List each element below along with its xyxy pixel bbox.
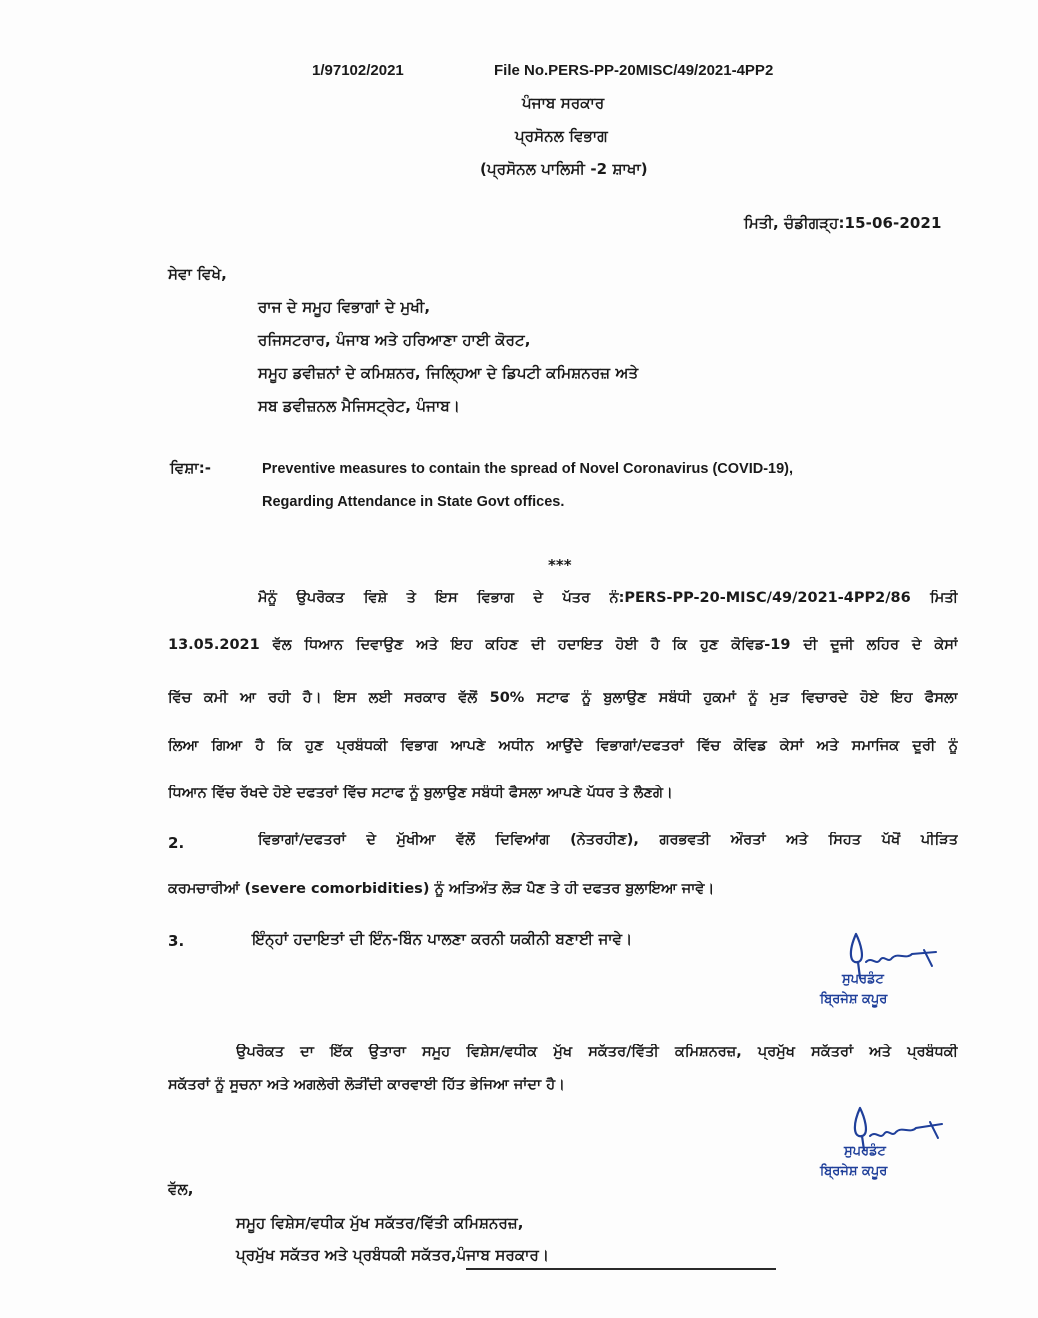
subject-line-1: Preventive measures to contain the spread of Novel Coronavirus (COVID-19), xyxy=(262,461,794,477)
para1-line-3: ਵਿੱਚ ਕਮੀ ਆ ਰਹੀ ਹੈ। ਇਸ ਲਈ ਸਰਕਾਰ ਵੱਲੋਂ 50% ਸਟਾਫ ਨੂੰ ਬੁਲਾਉਣ ਸਬੰਧੀ ਹੁਕਮਾਂ ਨੂੰ ਮੁੜ ਵਿਚਾਰਦੇ ਹੋਏ ਇਹ ਫੈਸਲਾ xyxy=(168,690,958,706)
para2-line-1: ਵਿਭਾਗਾਂ/ਦਫਤਰਾਂ ਦੇ ਮੁੱਖੀਆ ਵੱਲੋਂ ਦਿਵਿਆਂਗ (ਨੇਤਰਹੀਣ), ਗਰਭਵਤੀ ਔਰਤਾਂ ਅਤੇ ਸਿਹਤ ਪੱਖੋਂ ਪੀੜਿਤ xyxy=(258,832,958,848)
department-name: ਪ੍ਰਸੋਨਲ ਵਿਭਾਗ xyxy=(515,127,608,145)
para1-line-2: 13.05.2021 ਵੱਲ ਧਿਆਨ ਦਿਵਾਉਣ ਅਤੇ ਇਹ ਕਹਿਣ ਦੀ ਹਦਾਇਤ ਹੋਈ ਹੈ ਕਿ ਹੁਣ ਕੋਵਿਡ-19 ਦੀ ਦੂਜੀ ਲਹਿਰ ਦੇ ਕੇਸਾਂ xyxy=(168,637,958,653)
para2-number: 2. xyxy=(168,834,185,852)
subject-label: ਵਿਸ਼ਾ:- xyxy=(170,459,212,477)
signature-title-2: ਸੁਪਰਡੰਟ xyxy=(844,1144,886,1159)
footer-to: ਵੱਲ, xyxy=(168,1180,194,1198)
file-number: File No.PERS-PP-20MISC/49/2021-4PP2 xyxy=(494,62,774,79)
footer-line-1: ਸਮੂਹ ਵਿਸ਼ੇਸ/ਵਧੀਕ ਮੁੱਖ ਸਕੱਤਰ/ਵਿੱਤੀ ਕਮਿਸ਼ਨਰਜ਼, xyxy=(236,1214,524,1232)
para3-line-1: ਇੰਨ੍ਹਾਂ ਹਦਾਇਤਾਂ ਦੀ ਇੰਨ-ਬਿੰਨ ਪਾਲਣਾ ਕਰਨੀ ਯਕੀਨੀ ਬਣਾਈ ਜਾਵੇ। xyxy=(252,930,633,948)
addressee-line-2: ਰਜਿਸਟਰਾਰ, ਪੰਜਾਬ ਅਤੇ ਹਰਿਆਣਾ ਹਾਈ ਕੋਰਟ, xyxy=(258,331,531,349)
salutation: ਸੇਵਾ ਵਿਖੇ, xyxy=(168,265,227,283)
footer-line-2: ਪ੍ਰਮੁੱਖ ਸਕੱਤਰ ਅਤੇ ਪ੍ਰਬੰਧਕੀ ਸਕੱਤਰ,ਪੰਜਾਬ ਸਰਕਾਰ। xyxy=(236,1246,550,1264)
government-name: ਪੰਜਾਬ ਸਰਕਾਰ xyxy=(522,94,605,112)
branch-name: (ਪ੍ਰਸੋਨਲ ਪਾਲਿਸੀ -2 ਸ਼ਾਖਾ) xyxy=(480,160,648,178)
para1-line-1: ਮੈਨੂੰ ਉਪਰੋਕਤ ਵਿਸ਼ੇ ਤੇ ਇਸ ਵਿਭਾਗ ਦੇ ਪੱਤਰ ਨੰ:PERS-PP-20-MISC/49/2021-4PP2/86 ਮਿਤੀ xyxy=(258,590,958,606)
para2-line-2: ਕਰਮਚਾਰੀਆਂ (severe comorbidities) ਨੂੰ ਅਤਿਅੰਤ ਲੋੜ ਪੈਣ ਤੇ ਹੀ ਦਫਤਰ ਬੁਲਾਇਆ ਜਾਵੇ। xyxy=(168,881,715,897)
addressee-line-1: ਰਾਜ ਦੇ ਸਮੂਹ ਵਿਭਾਗਾਂ ਦੇ ਮੁਖੀ, xyxy=(258,298,431,316)
date-line: ਮਿਤੀ, ਚੰਡੀਗੜ੍ਹ:15-06-2021 xyxy=(744,214,942,232)
signature-name-2: ਬ੍ਰਿਜੇਸ਼ ਕਪੂਰ xyxy=(820,1164,888,1179)
signature-title-1: ਸੁਪਰਡੰਟ xyxy=(842,972,884,987)
footer-divider xyxy=(466,1268,776,1270)
para1-line-5: ਧਿਆਨ ਵਿੱਚ ਰੱਖਦੇ ਹੋਏ ਦਫਤਰਾਂ ਵਿੱਚ ਸਟਾਫ ਨੂੰ ਬੁਲਾਉਣ ਸਬੰਧੀ ਫੈਸਲਾ ਆਪਣੇ ਪੱਧਰ ਤੇ ਲੈਣਗੇ। xyxy=(168,785,673,801)
signature-scribble-1 xyxy=(836,922,956,1002)
addressee-line-4: ਸਬ ਡਵੀਜ਼ਨਲ ਮੈਜਿਸਟ੍ਰੇਟ, ਪੰਜਾਬ। xyxy=(258,397,461,415)
addressee-line-3: ਸਮੂਹ ਡਵੀਜ਼ਨਾਂ ਦੇ ਕਮਿਸ਼ਨਰ, ਜਿਲ੍ਹਿਆ ਦੇ ਡਿਪਟੀ ਕਮਿਸ਼ਨਰਜ਼ ਅਤੇ xyxy=(258,364,639,382)
separator-stars: *** xyxy=(548,556,572,574)
copy-para-line-1: ਉਪਰੋਕਤ ਦਾ ਇੱਕ ਉਤਾਰਾ ਸਮੂਹ ਵਿਸ਼ੇਸ/ਵਧੀਕ ਮੁੱਖ ਸਕੱਤਰ/ਵਿੱਤੀ ਕਮਿਸ਼ਨਰਜ਼, ਪ੍ਰਮੁੱਖ ਸਕੱਤਰਾਂ ਅਤੇ ਪ੍ਰਬੰਧਕੀ xyxy=(236,1044,958,1060)
para3-number: 3. xyxy=(168,932,185,950)
letter-number: 1/97102/2021 xyxy=(312,62,404,79)
para1-line-4: ਲਿਆ ਗਿਆ ਹੈ ਕਿ ਹੁਣ ਪ੍ਰਬੰਧਕੀ ਵਿਭਾਗ ਆਪਣੇ ਅਧੀਨ ਆਉਂਦੇ ਵਿਭਾਗਾਂ/ਦਫਤਰਾਂ ਵਿੱਚ ਕੋਵਿਡ ਕੇਸਾਂ ਅਤੇ ਸਮਾਜਿਕ ਦੂਰੀ ਨੂੰ xyxy=(168,738,958,754)
subject-line-2: Regarding Attendance in State Govt offices. xyxy=(262,494,565,510)
copy-para-line-2: ਸਕੱਤਰਾਂ ਨੂੰ ਸੂਚਨਾ ਅਤੇ ਅਗਲੇਰੀ ਲੋੜੀਂਦੀ ਕਾਰਵਾਈ ਹਿੱਤ ਭੇਜਿਆ ਜਾਂਦਾ ਹੈ। xyxy=(168,1077,565,1093)
signature-name-1: ਬ੍ਰਿਜੇਸ਼ ਕਪੂਰ xyxy=(820,992,888,1007)
